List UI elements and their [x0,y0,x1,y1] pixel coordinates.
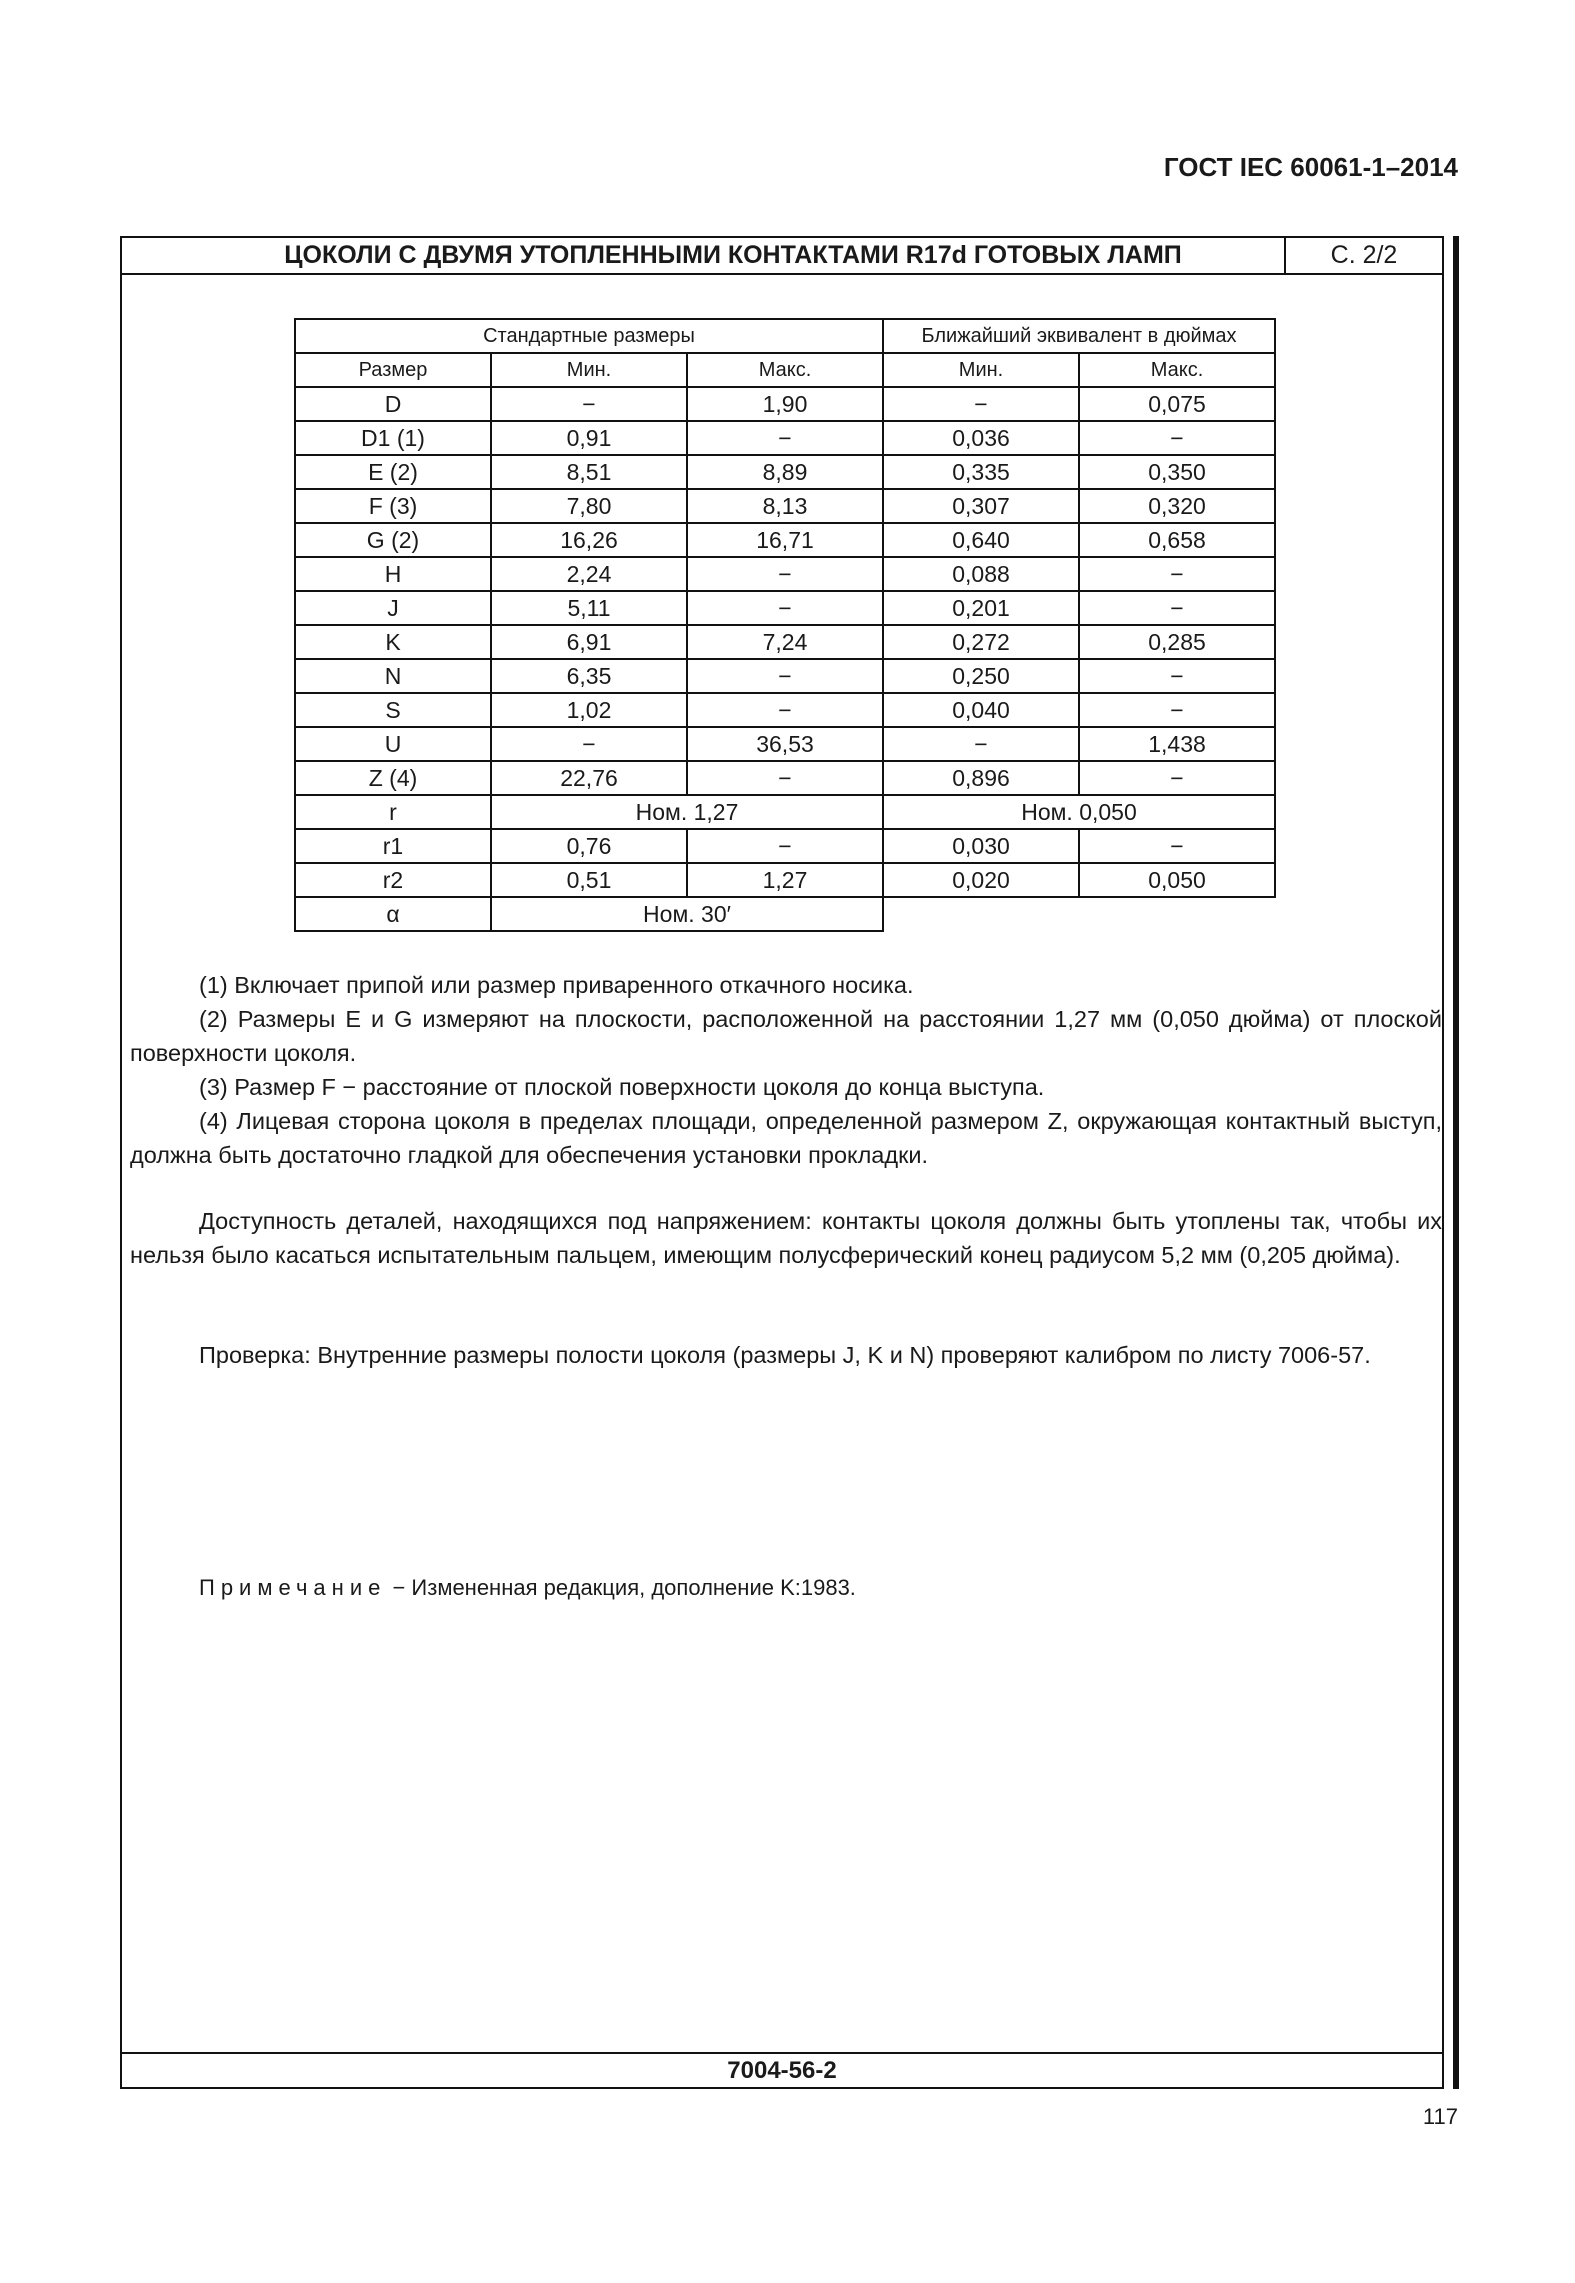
dimensions-table [294,318,1276,932]
table-cell: α [295,897,491,931]
title-row [122,238,1442,275]
table-cell: 0,640 [883,523,1079,557]
table-cell: − [687,421,883,455]
table-row [295,795,1275,829]
table-cell: 8,13 [687,489,883,523]
table-cell: H [295,557,491,591]
table-cell: r [295,795,491,829]
table-cell: Ном. 1,27 [491,795,883,829]
table-cell: 7,24 [687,625,883,659]
remark [130,1571,1442,1605]
table-cell: r2 [295,863,491,897]
table-cell: 0,030 [883,829,1079,863]
table-cell: 36,53 [687,727,883,761]
table-cell: − [1079,591,1275,625]
table-cell: − [687,693,883,727]
table-cell: 0,307 [883,489,1079,523]
sheet-code: 7004-56-2 [122,2052,1442,2087]
table-cell: 0,272 [883,625,1079,659]
table-row [295,863,1275,897]
table-cell: 0,335 [883,455,1079,489]
table-cell: 0,51 [491,863,687,897]
footnote: (3) Размер F − расстояние от плоской поверхности цоколя до конца выступа. [199,1074,1045,1100]
table-cell: 0,050 [1079,863,1275,897]
table-cell: Ном. 0,050 [883,795,1275,829]
footnote: (1) Включает припой или размер приваренного откачного носика. [199,972,914,998]
standard-number: ГОСТ IEC 60061-1–2014 [1163,152,1458,182]
table-cell: S [295,693,491,727]
table-cell: − [1079,829,1275,863]
table-row [295,625,1275,659]
table-cell: 1,27 [687,863,883,897]
table-column-header [295,353,1275,387]
table-cell: F (3) [295,489,491,523]
table-cell: 7,80 [491,489,687,523]
table-cell: − [1079,693,1275,727]
table-cell: 1,90 [687,387,883,421]
table-cell: − [687,829,883,863]
table-row [295,761,1275,795]
footnote: (2) Размеры E и G измеряют на плоскости, расположенной на расстоянии 1,27 мм (0,050 дюйма) от плоской поверхности цоколя. [130,1006,1442,1066]
empty-cell [883,897,1275,931]
table-group-header [295,319,1275,353]
col-header: Макс. [687,353,883,387]
check-text: Проверка: Внутренние размеры полости цоколя (размеры J, K и N) проверяют калибром по листу 7006-57. [199,1342,1371,1368]
table-cell: 0,320 [1079,489,1275,523]
table-row [295,897,1275,931]
table-cell: 0,91 [491,421,687,455]
table-cell: − [687,659,883,693]
table-cell: 0,285 [1079,625,1275,659]
sheet-frame [120,236,1444,2089]
page-number: 117 [1422,2104,1458,2129]
table-row [295,659,1275,693]
group-standard: Стандартные размеры [295,319,883,353]
table-cell: − [687,591,883,625]
table-cell: K [295,625,491,659]
table-cell: 6,35 [491,659,687,693]
sheet-title: ЦОКОЛИ С ДВУМЯ УТОПЛЕННЫМИ КОНТАКТАМИ R17d ГОТОВЫХ ЛАМП [284,241,1182,269]
table-cell: 2,24 [491,557,687,591]
table-cell: − [687,557,883,591]
table-cell: r1 [295,829,491,863]
remark-text: − Измененная редакция, дополнение K:1983. [386,1575,856,1600]
table-row [295,489,1275,523]
table-cell: 0,350 [1079,455,1275,489]
table-cell: 8,89 [687,455,883,489]
table-cell: 16,71 [687,523,883,557]
table-cell: Ном. 30′ [491,897,883,931]
col-header: Макс. [1079,353,1275,387]
table-cell: 0,020 [883,863,1079,897]
remark-label: Примечание [199,1575,387,1600]
table-cell: − [883,387,1079,421]
access-text: Доступность деталей, находящихся под напряжением: контакты цоколя должны быть утоплены так, чтобы их нельзя было касаться испытательным пальцем, имеющим полусферический конец радиусом 5,2 мм (0,205 дюйма). [130,1208,1442,1268]
table-cell: 0,075 [1079,387,1275,421]
check-paragraph [130,1338,1442,1372]
table-cell: D [295,387,491,421]
table-cell: J [295,591,491,625]
table-cell: − [687,761,883,795]
table-cell: U [295,727,491,761]
table-cell: 6,91 [491,625,687,659]
table-cell: 0,036 [883,421,1079,455]
table-cell: − [491,387,687,421]
table-cell: 8,51 [491,455,687,489]
col-header: Мин. [883,353,1079,387]
table-cell: Z (4) [295,761,491,795]
table-cell: 0,76 [491,829,687,863]
col-header: Мин. [491,353,687,387]
table-row [295,557,1275,591]
table-cell: 16,26 [491,523,687,557]
table-cell: 1,02 [491,693,687,727]
table-row [295,591,1275,625]
table-cell: E (2) [295,455,491,489]
table-row [295,421,1275,455]
sheet-number: С. 2/2 [1284,238,1442,273]
table-cell: 0,040 [883,693,1079,727]
table-cell: 0,088 [883,557,1079,591]
table-cell: N [295,659,491,693]
table-row [295,387,1275,421]
col-header: Размер [295,353,491,387]
table-row [295,727,1275,761]
table-row [295,693,1275,727]
access-paragraph [130,1204,1442,1272]
footnotes [130,968,1442,1172]
table-row [295,455,1275,489]
table-cell: − [883,727,1079,761]
group-inch: Ближайший эквивалент в дюймах [883,319,1275,353]
table-cell: D1 (1) [295,421,491,455]
frame-side-bar [1453,236,1459,2089]
table-cell: − [1079,761,1275,795]
table-cell: − [491,727,687,761]
footnote: (4) Лицевая сторона цоколя в пределах площади, определенной размером Z, окружающая контактный выступ, должна быть достаточно гладкой для обеспечения установки прокладки. [130,1108,1442,1168]
table-cell: − [1079,421,1275,455]
table-cell: G (2) [295,523,491,557]
table-cell: 5,11 [491,591,687,625]
table-cell: − [1079,659,1275,693]
table-row [295,829,1275,863]
table-cell: 0,201 [883,591,1079,625]
table-cell: − [1079,557,1275,591]
table-row [295,523,1275,557]
table-cell: 0,658 [1079,523,1275,557]
table-cell: 0,250 [883,659,1079,693]
table-cell: 1,438 [1079,727,1275,761]
table-cell: 0,896 [883,761,1079,795]
table-cell: 22,76 [491,761,687,795]
